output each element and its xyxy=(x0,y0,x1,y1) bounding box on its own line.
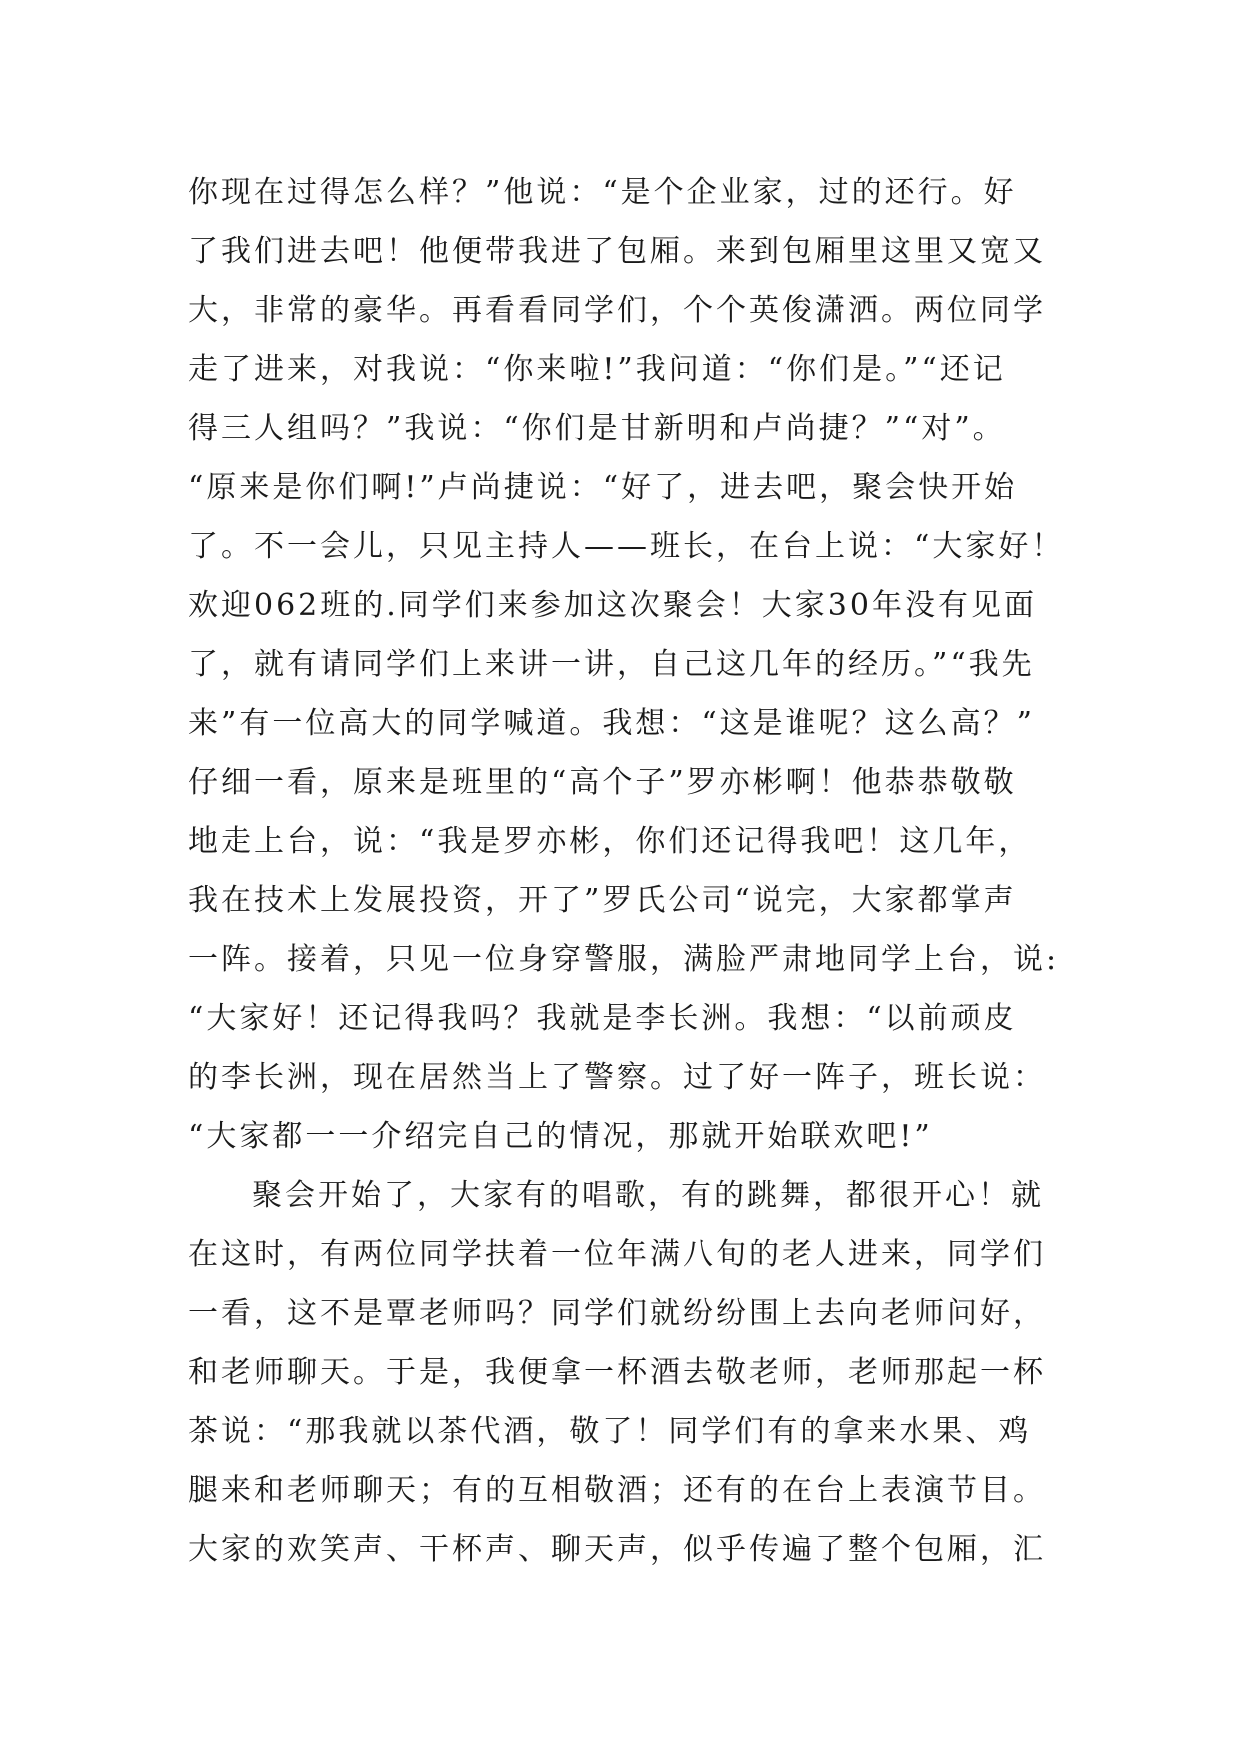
paragraph-first-line: 聚会开始了，大家有的唱歌，有的跳舞，都很开心！就 xyxy=(252,1178,1044,1213)
text-line: 和老师聊天。于是，我便拿一杯酒去敬老师，老师那起一杯 xyxy=(188,1355,1046,1390)
text-line: “原来是你们啊!”卢尚捷说：“好了，进去吧，聚会快开始 xyxy=(188,470,1018,505)
text-line: 得三人组吗？”我说：“你们是甘新明和卢尚捷？”“对”。 xyxy=(188,411,1006,446)
text-line: 大，非常的豪华。再看看同学们，个个英俊潇洒。两位同学 xyxy=(188,293,1046,328)
text-line: 茶说：“那我就以茶代酒，敬了！同学们有的拿来水果、鸡 xyxy=(188,1414,1032,1449)
text-line: 欢迎062班的.同学们来参加这次聚会！大家30年没有见面 xyxy=(188,588,1037,623)
text-line: 的李长洲，现在居然当上了警察。过了好一阵子，班长说： xyxy=(188,1060,1046,1095)
text-line: 走了进来，对我说：“你来啦!”我问道：“你们是。”“还记 xyxy=(188,352,1006,387)
text-line: 一阵。接着，只见一位身穿警服，满脸严肃地同学上台，说: xyxy=(188,942,1060,977)
text-line: 一看，这不是覃老师吗？同学们就纷纷围上去向老师问好， xyxy=(188,1296,1046,1331)
text-line: 在这时，有两位同学扶着一位年满八旬的老人进来，同学们 xyxy=(188,1237,1046,1272)
text-line: 我在技术上发展投资，开了”罗氏公司“说完，大家都掌声 xyxy=(188,883,1017,918)
text-line: 你现在过得怎么样？”他说：“是个企业家，过的还行。好 xyxy=(188,175,1017,210)
text-line: 仔细一看，原来是班里的“高个子”罗亦彬啊！他恭恭敬敬 xyxy=(188,765,1017,800)
text-line: 地走上台，说：“我是罗亦彬，你们还记得我吧！这几年， xyxy=(188,824,1032,859)
text-line: 了我们进去吧！他便带我进了包厢。来到包厢里这里又宽又 xyxy=(188,234,1046,269)
text-line: 了。不一会儿，只见主持人——班长，在台上说：“大家好！ xyxy=(188,529,1065,564)
text-line: 来”有一位高大的同学喊道。我想：“这是谁呢？这么高？” xyxy=(188,706,1036,741)
text-line: 了，就有请同学们上来讲一讲，自己这几年的经历。”“我先 xyxy=(188,647,1035,682)
text-line: “大家好！还记得我吗？我就是李长洲。我想：“以前顽皮 xyxy=(188,1001,1017,1036)
text-line: 腿来和老师聊天；有的互相敬酒；还有的在台上表演节目。 xyxy=(188,1473,1046,1508)
text-line: “大家都一一介绍完自己的情况，那就开始联欢吧!” xyxy=(188,1119,933,1154)
text-line: 大家的欢笑声、干杯声、聊天声，似乎传遍了整个包厢，汇 xyxy=(188,1532,1046,1567)
body-text xyxy=(188,163,1068,1579)
